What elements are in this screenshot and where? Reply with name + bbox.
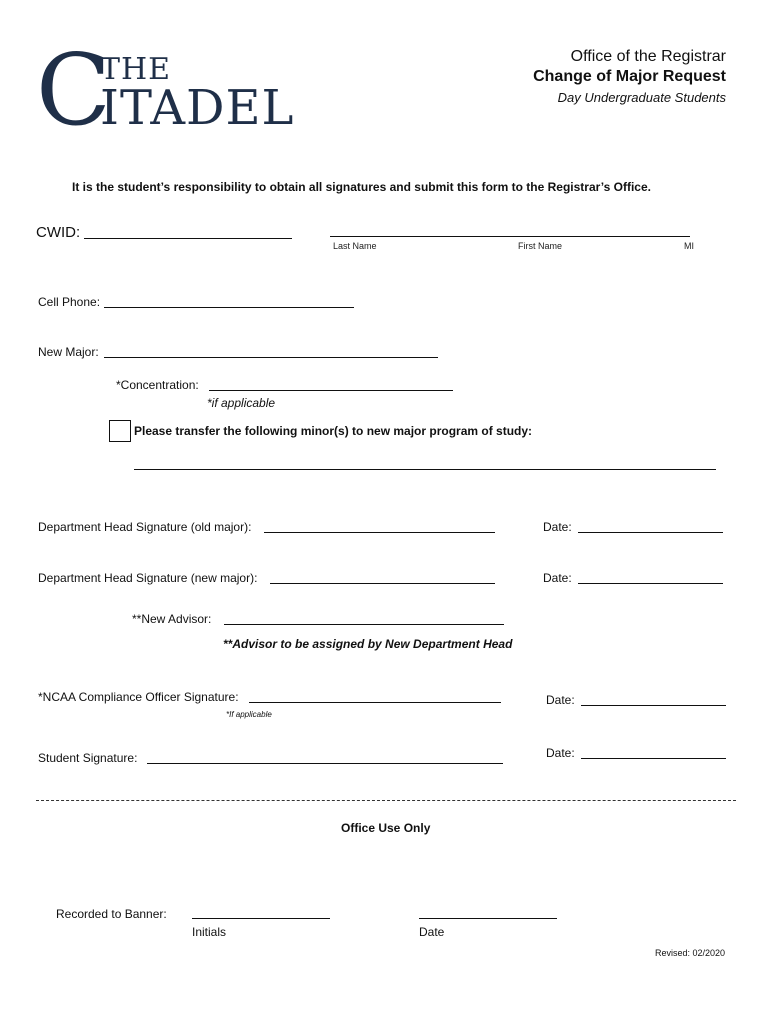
concentration-field[interactable]	[209, 390, 453, 391]
concentration-label: *Concentration:	[116, 378, 199, 392]
dept-head-new-field[interactable]	[270, 583, 495, 584]
citadel-logo	[36, 34, 316, 148]
ncaa-note: *If applicable	[226, 710, 272, 719]
minor-transfer-checkbox[interactable]	[109, 420, 131, 442]
new-advisor-field[interactable]	[224, 624, 504, 625]
dept-head-new-label: Department Head Signature (new major):	[38, 571, 258, 585]
date-field-4[interactable]	[581, 758, 726, 759]
student-signature-label: Student Signature:	[38, 751, 138, 765]
recorded-to-banner-label: Recorded to Banner:	[56, 907, 167, 921]
cell-phone-label: Cell Phone:	[38, 295, 101, 309]
form-subtitle: Day Undergraduate Students	[557, 90, 726, 105]
office-date-label: Date	[419, 925, 445, 939]
date-label-1: Date:	[543, 520, 572, 534]
office-date-field[interactable]	[419, 918, 557, 919]
cwid-label: CWID:	[36, 224, 81, 241]
date-label-2: Date:	[543, 571, 572, 585]
logo-the: THE	[100, 52, 172, 87]
date-field-2[interactable]	[578, 583, 723, 584]
advisor-note: **Advisor to be assigned by New Department Head	[223, 637, 513, 651]
mi-label: MI	[684, 241, 694, 251]
logo-itadel: ITADEL	[100, 80, 295, 136]
cwid-field[interactable]	[84, 238, 292, 239]
new-advisor-label: **New Advisor:	[132, 612, 212, 626]
name-field[interactable]	[330, 236, 690, 237]
date-field-1[interactable]	[578, 532, 723, 533]
date-field-3[interactable]	[581, 705, 726, 706]
minor-transfer-label: Please transfer the following minor(s) to new major program of study:	[134, 424, 533, 438]
dept-head-old-field[interactable]	[264, 532, 495, 533]
dept-head-old-label: Department Head Signature (old major):	[38, 520, 252, 534]
first-name-label: First Name	[518, 241, 563, 251]
minor-field[interactable]	[134, 469, 716, 470]
ncaa-field[interactable]	[249, 702, 501, 703]
form-title: Change of Major Request	[533, 68, 726, 85]
initials-field[interactable]	[192, 918, 330, 919]
office-name: Office of the Registrar	[570, 48, 726, 65]
revised-date: Revised: 02/2020	[655, 948, 726, 958]
initials-label: Initials	[192, 925, 227, 939]
logo-c-letter: C	[36, 34, 111, 148]
instructions: It is the student’s responsibility to obtain all signatures and submit this form to the Registrar’s Office.	[72, 180, 651, 194]
new-major-field[interactable]	[104, 357, 438, 358]
office-use-separator	[36, 800, 736, 801]
date-label-3: Date:	[546, 693, 575, 707]
student-signature-field[interactable]	[147, 763, 503, 764]
new-major-label: New Major:	[38, 345, 99, 359]
last-name-label: Last Name	[333, 241, 377, 251]
concentration-note: *if applicable	[207, 396, 276, 410]
ncaa-label: *NCAA Compliance Officer Signature:	[38, 690, 239, 704]
header-block	[533, 48, 726, 105]
cell-phone-field[interactable]	[104, 307, 354, 308]
date-label-4: Date:	[546, 746, 575, 760]
office-use-title: Office Use Only	[341, 821, 431, 835]
